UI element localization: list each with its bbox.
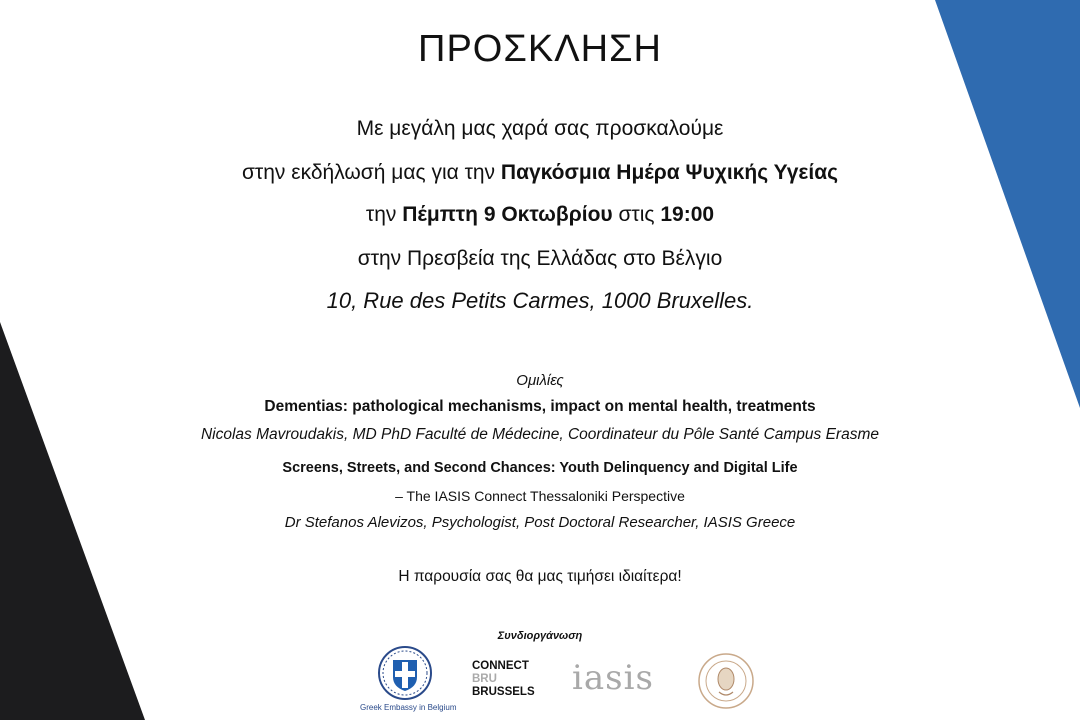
invitation-title: ΠΡΟΣΚΛΗΣΗ (418, 28, 662, 70)
invite-line-2-text: στην εκδήλωσή μας για την (241, 161, 501, 184)
greek-embassy-logo (360, 645, 457, 720)
greek-coat-of-arms-icon (377, 645, 433, 701)
brussels-text: BRUSSELS (472, 686, 535, 698)
invite-line-3 (0, 204, 1080, 225)
invite-line-3-text: την (365, 203, 403, 226)
connect-mid-text: BRU (472, 673, 497, 685)
embassy-caption: Greek Embassy in Belgium (360, 703, 457, 712)
connect-brussels-logo (472, 660, 552, 700)
talk-2-subtitle: – The IASIS Connect Thessaloniki Perspective (395, 488, 685, 504)
venue-address: 10, Rue des Petits Carmes, 1000 Bruxelles. (326, 288, 754, 313)
talk-2-title: Screens, Streets, and Second Chances: Youth Delinquency and Digital Life (282, 460, 798, 476)
invite-line-1: Με μεγάλη μας χαρά σας προσκαλούμε (356, 117, 724, 140)
iasis-logo: iasis (572, 658, 654, 698)
event-date: Πέμπτη 9 Οκτωβρίου (402, 203, 613, 226)
closing-line: Η παρουσία σας θα μας τιμήσει ιδιαίτερα! (398, 568, 682, 585)
co-organization-label: Συνδιοργάνωση (497, 630, 583, 642)
society-seal-icon (697, 652, 755, 710)
event-time: 19:00 (660, 203, 715, 226)
invite-line-4: στην Πρεσβεία της Ελλάδας στο Βέλγιο (357, 247, 723, 270)
talk-1-title: Dementias: pathological mechanisms, impact on mental health, treatments (264, 398, 816, 415)
talk-2-speaker: Dr Stefanos Alevizos, Psychologist, Post Doctoral Researcher, IASIS Greece (284, 514, 796, 531)
talks-heading: Ομιλίες (516, 372, 564, 389)
talk-1-speaker: Nicolas Mavroudakis, MD PhD Faculté de Médecine, Coordinateur du Pôle Santé Campus Erasme (200, 426, 879, 443)
invite-line-2 (0, 162, 1080, 183)
connect-text: CONNECT (472, 660, 529, 672)
event-name: Παγκόσμια Ημέρα Ψυχικής Υγείας (500, 161, 839, 184)
invite-line-3-mid: στις (612, 203, 661, 226)
